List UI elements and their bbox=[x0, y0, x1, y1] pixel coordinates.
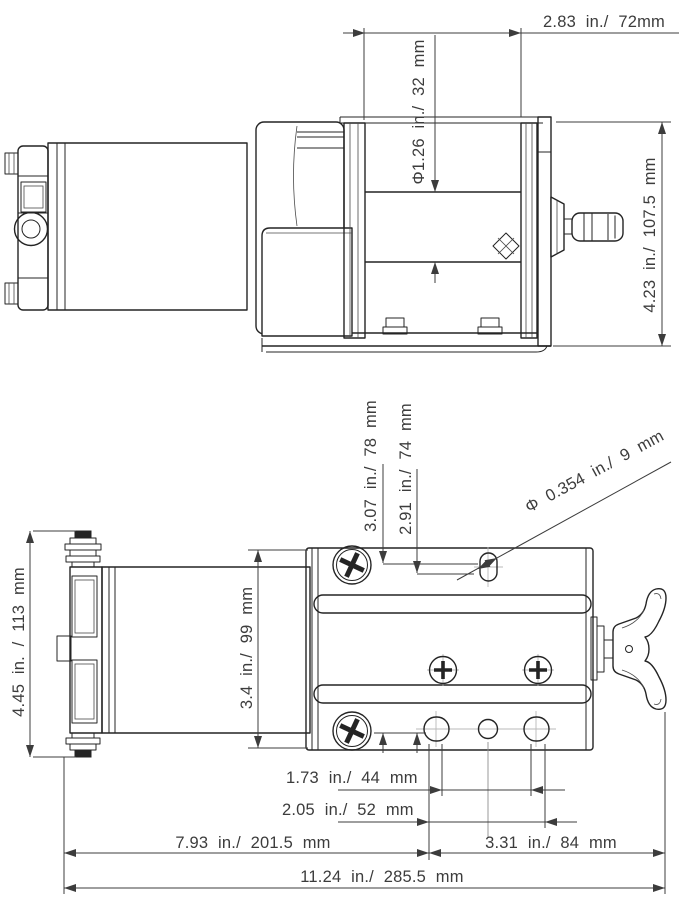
motor-bolt-icon bbox=[5, 153, 18, 304]
dim-side-height: 4.23 in./ 107.5 mm bbox=[641, 157, 659, 313]
side-view bbox=[5, 13, 679, 352]
dim-length-left: 7.93 in./ 201.5 mm bbox=[175, 834, 331, 852]
dim-hole-span-b: 2.91 in./ 74 mm bbox=[397, 403, 415, 535]
drum bbox=[344, 123, 537, 338]
mounting-plate bbox=[306, 546, 593, 838]
drum-foot bbox=[383, 318, 502, 334]
phillips-screw bbox=[333, 712, 371, 750]
dim-length-right: 3.31 in./ 84 mm bbox=[485, 834, 617, 852]
gear-housing bbox=[256, 122, 352, 336]
clutch-handle bbox=[591, 589, 666, 710]
motor-side bbox=[5, 143, 247, 310]
dim-slot-pitch-a: 1.73 in./ 44 mm bbox=[286, 769, 418, 787]
phillips-screw bbox=[333, 546, 371, 584]
side-view-dimensions bbox=[343, 13, 679, 346]
dim-hole-span-a: 3.07 in./ 78 mm bbox=[362, 400, 380, 532]
clutch-knob bbox=[551, 197, 623, 257]
dim-total-height: 4.45 in. / 113 mm bbox=[10, 567, 28, 717]
tie-rod-top bbox=[340, 117, 543, 123]
dim-drum-diameter: Φ1.26 in./ 32 mm bbox=[410, 39, 428, 185]
plan-view bbox=[10, 400, 671, 894]
dim-plate-height: 3.4 in./ 99 mm bbox=[238, 586, 256, 710]
dim-drum-width: 2.83 in./ 72mm bbox=[543, 13, 665, 31]
motor-plan bbox=[57, 567, 310, 733]
dim-hole-diameter: Φ 0.354 in./ 9 mm bbox=[522, 426, 667, 517]
dim-slot-pitch-b: 2.05 in./ 52 mm bbox=[282, 801, 414, 819]
tie-rod-slot bbox=[314, 595, 591, 613]
cable-anchor-icon bbox=[493, 233, 519, 259]
tie-rod-slot bbox=[314, 685, 591, 703]
dim-total-length: 11.24 in./ 285.5 mm bbox=[300, 868, 464, 886]
